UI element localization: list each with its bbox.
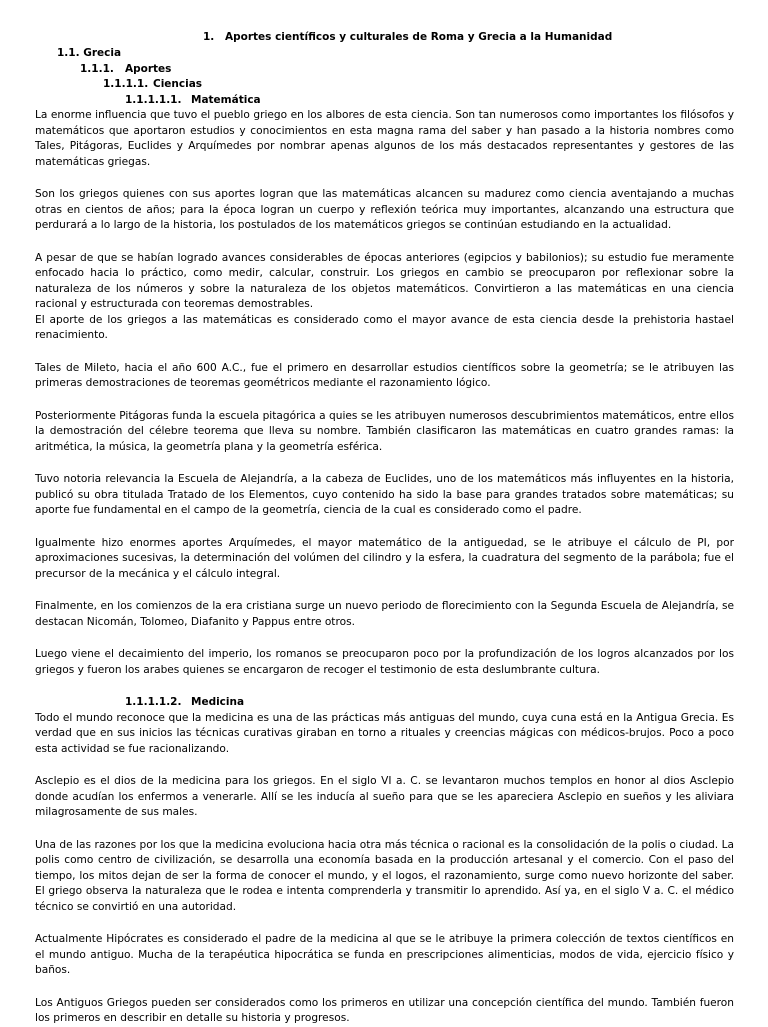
paragraph: Asclepio es el dios de la medicina para los griegos. En el siglo VI a. C. se levantaron muchos templos en honor al dios Asclepio donde acudían los enfermos a venerarle. Allí se les inducía al sueño para que se les apareciera Asclepio en sueños y les aliviara milagrosamente de sus males. bbox=[35, 775, 734, 818]
heading-text: Matemática bbox=[191, 93, 261, 106]
paragraph: Todo el mundo reconoce que la medicina es una de las prácticas más antiguas del mundo, cuya cuna está en la Antigua Grecia. Es verdad que en sus inicios las técnicas curativas giraban en torno a rituales y creencias mágicas con médicos-brujos. Poco a poco esta actividad se fue racionalizando. bbox=[35, 711, 734, 755]
paragraph: Los Antiguos Griegos pueden ser considerados como los primeros en utilizar una concepción científica del mundo. También fueron los primeros en describir en detalle su historia y progresos. bbox=[35, 996, 734, 1024]
paragraph: Una de las razones por los que la medicina evoluciona hacia otra más técnica o racional es la consolidación de la polis o ciudad. La polis como centro de civilización, se desarrolla una economía basada en la producción artesanal y el comercio. Con el paso del tiempo, los mitos dejan de ser la forma de conocer el mundo, y el logos, el razonamiento, surge como nuevo horizonte del saber. El griego observa la naturaleza que le rodea e intenta comprenderla y transmitir lo aprendido. Así ya, en el siglo V a. C. el médico técnico se convirtió en una autoridad. bbox=[35, 838, 734, 913]
heading-number: 1.1.1. bbox=[80, 62, 114, 75]
heading-matematica bbox=[125, 93, 734, 109]
paragraph: Tales de Mileto, hacia el año 600 A.C., fue el primero en desarrollar estudios científicos sobre la geometría; se le atribuyen las primeras demostraciones de teoremas geométricos mediante el razonamiento lógico. bbox=[35, 361, 734, 389]
paragraph: Posteriormente Pitágoras funda la escuela pitagórica a quies se les atribuyen numerosos descubrimientos matemáticos, entre ellos la demostración del célebre teorema que lleva su nombre. También clasificaron las matemáticas en cuatro grandes ramas: la aritmética, la música, la geometría plana y la geometría esférica. bbox=[35, 409, 734, 453]
heading-number: 1.1.1.1.2. bbox=[125, 696, 182, 708]
paragraph: La enorme influencia que tuvo el pueblo griego en los albores de esta ciencia. Son tan numerosos como importantes los filósofos y matemáticos que aportaron estudios y conocimientos en esta magna rama del saber y han pasado a la historia nombres como Tales, Pitágoras, Euclides y Arquímedes por nombrar apenas algunos de los más destacados representantes y gestores de las matemáticas griegas. bbox=[35, 109, 734, 168]
heading-text: Grecia bbox=[83, 47, 122, 59]
heading-number: 1.1.1.1.1. bbox=[125, 93, 182, 106]
heading-text: Ciencias bbox=[153, 78, 203, 90]
matematica-section bbox=[35, 108, 734, 678]
paragraph: Tuvo notoria relevancia la Escuela de Alejandría, a la cabeza de Euclides, uno de los matemáticos más influyentes en la historia, publicó su obra titulada Tratado de los Elementos, cuyo contenido ha sido la base para grandes tratados sobre matemáticas; su aporte fue fundamental en el campo de la geometría, ciencia de la cual es considerado como el padre. bbox=[35, 473, 734, 516]
heading-text: Medicina bbox=[191, 696, 245, 708]
document-title bbox=[203, 30, 734, 45]
paragraph: Luego viene el decaimiento del imperio, los romanos se preocuparon poco por la profundización de los logros alcanzados por los griegos y fueron los arabes quienes se encargaron de recoger el testimonio de esta deslumbrante cultura. bbox=[35, 648, 734, 676]
heading-grecia bbox=[57, 46, 734, 62]
paragraph: A pesar de que se habían logrado avances considerables de épocas anteriores (egipcios y babilonios); su estudio fue meramente enfocado hacia lo práctico, como medir, calcular, construir. Los griegos en cambio se preocuparon por reflexionar sobre la naturaleza de los números y sobre la naturaleza de los objetos matemáticos. Convirtieron a las matemáticas en una ciencia racional y estructurada con teoremas demostrables. bbox=[35, 251, 734, 310]
paragraph: Actualmente Hipócrates es considerado el padre de la medicina al que se le atribuye la primera colección de textos científicos en el mundo antiguo. Mucha de la terapéutica hipocrática se funda en prescripciones alimenticias, modos de vida, ejercicio físico y baños. bbox=[35, 933, 734, 976]
heading-medicina bbox=[125, 695, 734, 711]
paragraph: El aporte de los griegos a las matemáticas es considerado como el mayor avance de esta ciencia desde la prehistoria hastael renacimiento. bbox=[35, 313, 734, 341]
title-number: 1. bbox=[203, 31, 215, 43]
medicina-section bbox=[35, 711, 734, 1027]
heading-text: Aportes bbox=[125, 62, 172, 75]
heading-aportes bbox=[80, 62, 734, 78]
paragraph: Son los griegos quienes con sus aportes logran que las matemáticas alcancen su madurez como ciencia aventajando a muchas otras en cientos de años; para la época logran un cuerpo y reflexión teórica muy importantes, alcanzando una estructura que perdurará a lo largo de la historia, los postulados de los matemáticos griegos se continúan estudiando en la actualidad. bbox=[35, 188, 734, 231]
paragraph: Finalmente, en los comienzos de la era cristiana surge un nuevo periodo de florecimiento con la Segunda Escuela de Alejandría, se destacan Nicomán, Tolomeo, Diafanito y Pappus entre otros. bbox=[35, 600, 734, 628]
heading-ciencias bbox=[103, 77, 734, 93]
heading-number: 1.1.1.1. bbox=[103, 78, 149, 90]
title-text: Aportes científicos y culturales de Roma y Grecia a la Humanidad bbox=[225, 31, 613, 43]
paragraph: Igualmente hizo enormes aportes Arquímedes, el mayor matemático de la antiguedad, se le atribuye el cálculo de PI, por aproximaciones sucesivas, la determinación del volúmen del cilindro y la esfera, la cuadratura del segmento de la parábola; fue el precursor de la mecánica y el cálculo integral. bbox=[35, 536, 734, 580]
heading-number: 1.1. bbox=[57, 47, 80, 59]
